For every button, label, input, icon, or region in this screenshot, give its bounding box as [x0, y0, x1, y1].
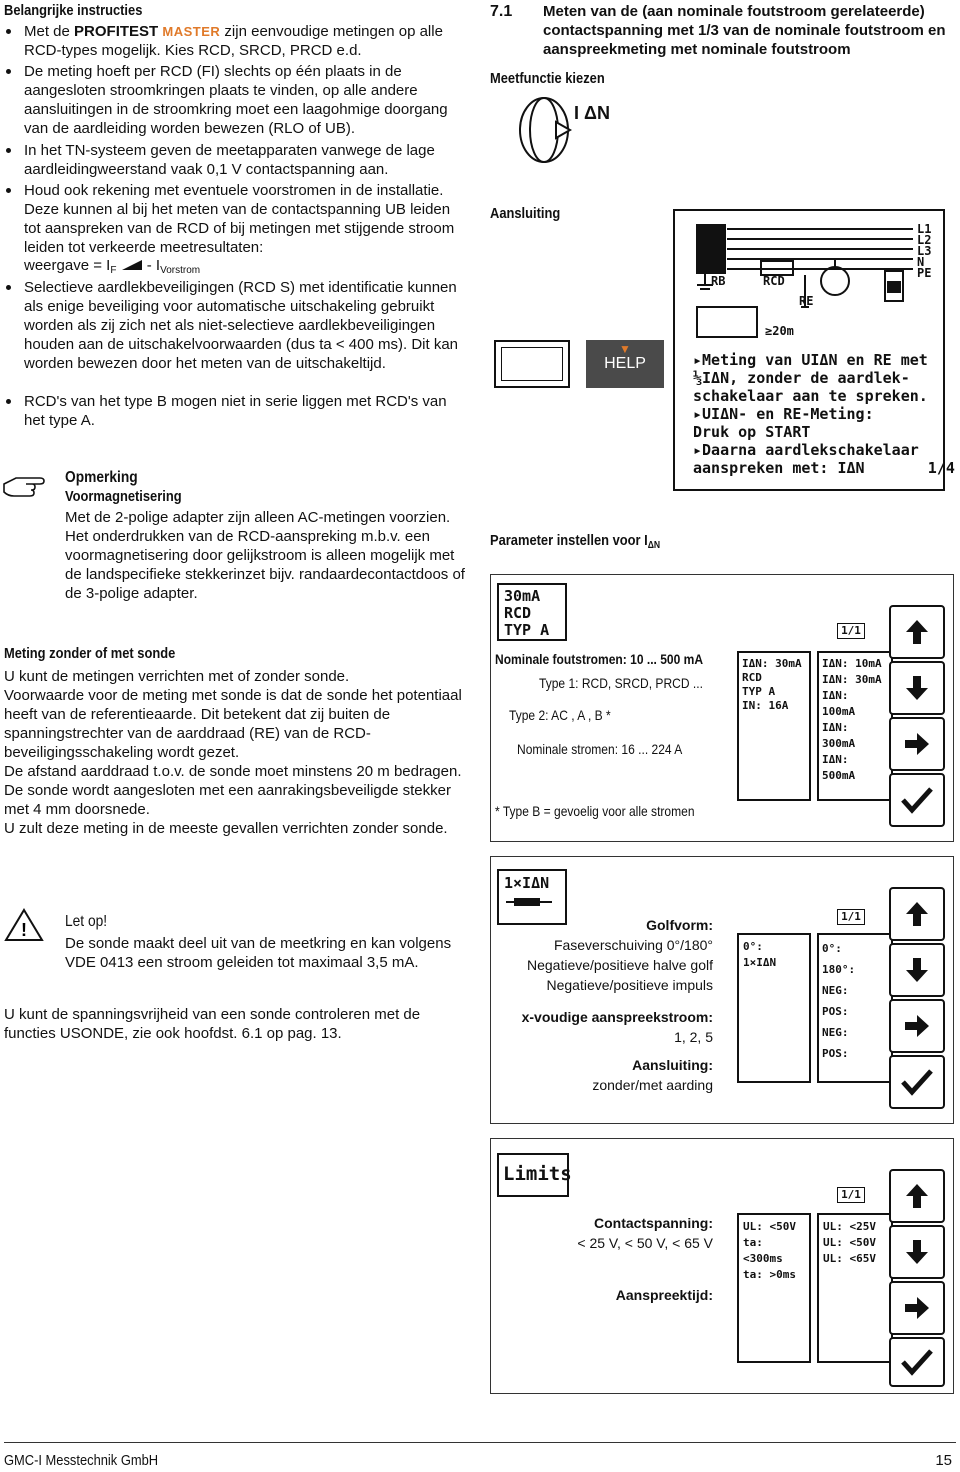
arrow-down-icon [902, 673, 932, 703]
up-arrow-button[interactable] [889, 1169, 945, 1223]
option-pos-pulse[interactable]: POS: [822, 1047, 849, 1060]
usonde-text: U kunt de spanningsvrijheid van een sonde controleren met de functies USONDE, zie ook hoofdst. 6.1 op pag. 13. [4, 1006, 421, 1042]
waveform-info: Golfvorm: Faseverschuiving 0°/180° Negatieve/positieve halve golf Negatieve/positieve impuls [526, 917, 713, 993]
option-neg-pulse[interactable]: NEG: [822, 1026, 849, 1039]
arrow-down-icon [902, 1237, 932, 1267]
param-sub: ΔN [647, 540, 661, 551]
help-text: ▸Meting van UIΔN en RE met ⅓IΔN, zonder de aardlek- schakelaar aan te spreken. ▸UIΔN- en RE-Meting: Druk op START ▸Daarna aardlekschakelaar aanspreken met: IΔN 1/4 [693, 351, 955, 477]
waveform-setting-display: 0°: 1×IΔN [737, 933, 811, 1083]
page-indicator: 1/1 [837, 623, 865, 639]
label-l3: L3 [917, 244, 932, 258]
svg-text:!: ! [21, 920, 27, 940]
option-180deg[interactable]: 180°: [822, 963, 856, 976]
note-text: Met de 2-polige adapter zijn alleen AC-metingen voorzien. Het onderdrukken van de RCD-aanspreking m.b.v. een voormagnetisering door gelijkstroom is alleen mogelijk met de landspecifieke stekkerinzet bijv. randaardecontactdoos of de 3-polige adapter. [65, 509, 465, 602]
option-10ma[interactable]: IΔN: 10mA [822, 657, 882, 670]
trip-time-label: Aanspreektijd: [615, 1287, 713, 1303]
label-l2: L2 [917, 233, 932, 247]
checkmark-icon [900, 785, 934, 815]
confirm-button[interactable] [889, 1337, 945, 1387]
probe-icon [504, 893, 554, 911]
warning-title: Let op! [65, 913, 108, 930]
arrow-right-icon [902, 1011, 932, 1041]
section-number: 7.1 [490, 3, 513, 20]
sonde-para: U kunt de metingen verrichten met of zonder sonde. [4, 668, 350, 685]
device-display-icon [494, 340, 570, 388]
option-500ma[interactable]: IΔN: 500mA [822, 753, 856, 782]
down-arrow-button[interactable] [889, 943, 945, 997]
param-panel-2 [490, 856, 954, 1124]
bullet-5: Selectieve aardlekbeveiligingen (RCD S) met identificatie kunnen als enige beveiliging voor automatische uitschakeling gebruikt worden als zij zich net als niet-selectieve aardlekbeveiligingen houden aan de uitschakelvoorwaarden (dus ta < 400 ms). Dit kan worden bewezen door het meten van de uitschakeltijd. [0, 278, 464, 373]
label-pe: PE [917, 266, 932, 280]
label-rcd: RCD [763, 274, 785, 288]
note-block [65, 468, 465, 603]
option-30ma[interactable]: IΔN: 30mA [822, 673, 882, 686]
bullet-4: Houd ook rekening met eventuele voorstromen in de installatie. Deze kunnen al bij het meten van de contactspanning UB leiden tot aanspreken van de RCD of bij metingen met stijgende stroom leiden tot verkeerde meetresultaten: [0, 181, 464, 257]
param-panel-3 [490, 1138, 954, 1394]
label-rb: RB [711, 274, 726, 288]
sonde-para: De sonde wordt aangesloten met een aanrakingsbeveiligde stekker met 4 mm doorsnede. [4, 782, 451, 818]
up-arrow-button[interactable] [889, 887, 945, 941]
checkmark-icon [900, 1067, 934, 1097]
option-25v[interactable]: UL: <25V [823, 1220, 876, 1233]
sonde-title: Meting zonder of met sonde [4, 645, 176, 662]
label-re: RE [799, 294, 814, 308]
footer-rule [4, 1442, 956, 1443]
lcd-status: 30mA RCD TYP A [497, 583, 567, 641]
arrow-up-icon [902, 1181, 932, 1211]
page-indicator: 1/1 [837, 1187, 865, 1203]
sonde-section [4, 645, 466, 838]
rotary-switch-icon[interactable] [514, 92, 574, 174]
confirm-button[interactable] [889, 1055, 945, 1109]
device-screen-help [673, 209, 955, 491]
warning-icon [4, 908, 44, 948]
pointing-hand-icon [2, 474, 46, 506]
up-arrow-button[interactable] [889, 605, 945, 659]
nominal-current-range: Nominale stromen: 16 ... 224 A [517, 741, 683, 757]
option-0deg[interactable]: 0°: [822, 942, 842, 955]
heading-instructions: Belangrijke instructies [4, 2, 143, 19]
limits-setting-display: UL: <50V ta: <300ms ta: >0ms [737, 1213, 811, 1363]
option-50v[interactable]: UL: <50V [823, 1236, 876, 1249]
weergave-formula: weergave = $I_F - I_{Vorstrom}$ [24, 257, 201, 276]
bullet-6: RCD's van het type B mogen niet in serie liggen met RCD's van het type A. [0, 392, 464, 430]
sonde-para: U zult deze meting in de meeste gevallen verrichten zonder sonde. [4, 820, 448, 837]
note-title: Opmerking [65, 469, 138, 486]
down-arrow-button[interactable] [889, 1225, 945, 1279]
arrow-right-icon [902, 1293, 932, 1323]
checkmark-icon [900, 1347, 934, 1377]
type2-label: Type 2: AC , A , B * [509, 707, 611, 723]
note-subtitle: Voormagnetisering [65, 488, 182, 505]
help-button[interactable]: ▼ HELP [586, 340, 664, 388]
limits-options-list [817, 1213, 893, 1363]
aansluiting-label: Aansluiting [490, 205, 561, 222]
right-arrow-button[interactable] [889, 999, 945, 1053]
page-indicator: 1/1 [837, 909, 865, 925]
contact-voltage-info: Contactspanning: < 25 V, < 50 V, < 65 V [577, 1215, 713, 1251]
arrow-down-icon [902, 955, 932, 985]
param-panel-1 [490, 574, 954, 842]
warning-block [65, 912, 465, 972]
multiplier-info: x-voudige aanspreekstroom: 1, 2, 5 [521, 1009, 713, 1045]
option-100ma[interactable]: IΔN: 100mA [822, 689, 856, 718]
option-neg-halfwave[interactable]: NEG: [822, 984, 849, 997]
ramp-icon [121, 259, 143, 271]
idn-label: I ΔN [574, 103, 610, 123]
label-distance: ≥20m [765, 324, 794, 338]
waveform-options-list [817, 933, 893, 1083]
current-setting-display: IΔN: 30mA RCD TYP A IN: 16A [737, 651, 811, 801]
right-arrow-button[interactable] [889, 1281, 945, 1335]
footer-page-number: 15 [935, 1452, 952, 1469]
arrow-up-icon [902, 617, 932, 647]
arrow-up-icon [902, 899, 932, 929]
bullet-1: Met de PROFITEST MASTER zijn eenvoudige metingen op alle RCD-types mogelijk. Kies RCD, SRCD, PRCD e.d. [0, 22, 464, 60]
option-300ma[interactable]: IΔN: 300mA [822, 721, 856, 750]
down-arrow-button[interactable] [889, 661, 945, 715]
arrow-right-icon [902, 729, 932, 759]
param-title: Parameter instellen voor I [490, 532, 648, 549]
section-title: Meten van de (aan nominale foutstroom gerelateerde) contactspanning met 1/3 van de nominale foutstroom en aanspreekmeting met nominale foutstroom [543, 3, 946, 58]
type1-label: Type 1: RCD, SRCD, PRCD ... [539, 675, 703, 691]
connection-info: Aansluiting: zonder/met aarding [592, 1057, 713, 1093]
sonde-para: Voorwaarde voor de meting met sonde is dat de sonde het potentiaal heeft van de referentieaarde. Dit betekent dat zij buiten de spanningstrechter van de aarddraad (RE) van de RCD-beveiligingsschakeling wordt gezet. [4, 687, 462, 761]
help-caret-icon: ▼ [619, 342, 631, 356]
option-pos-halfwave[interactable]: POS: [822, 1005, 849, 1018]
bullet-2: De meting hoeft per RCD (FI) slechts op één plaats in de aangesloten stroomkringen plaats te vinden, op alle andere aansluitingen in de stroomkring moet een laagohmige doorgang van de aardleiding worden bewezen (RLO of UB). [0, 62, 464, 138]
bullet-3: In het TN-systeem geven de meetapparaten vanwege de lage aardleidingweerstand vaak 0,1 V contactspanning aan. [0, 141, 464, 179]
warning-text: De sonde maakt deel uit van de meetkring en kan volgens VDE 0413 een stroom geleiden tot maximaal 3,5 mA. [65, 935, 452, 971]
sonde-para: De afstand aarddraad t.o.v. de sonde moet minstens 20 m bedragen. [4, 763, 462, 780]
label-n: N [917, 255, 925, 269]
nominal-currents: Nominale foutstromen: 10 ... 500 mA [495, 651, 704, 667]
footnote: * Type B = gevoelig voor alle stromen [495, 803, 695, 819]
meetfunctie-label: Meetfunctie kiezen [490, 70, 605, 87]
label-l1: L1 [917, 222, 932, 236]
footer-company: GMC-I Messtechnik GmbH [4, 1452, 159, 1469]
lcd-limits: Limits [497, 1153, 569, 1197]
confirm-button[interactable] [889, 773, 945, 827]
right-arrow-button[interactable] [889, 717, 945, 771]
option-65v[interactable]: UL: <65V [823, 1252, 876, 1265]
current-options-list [817, 651, 893, 801]
wiring-diagram [675, 211, 943, 341]
lcd-multiplier: 1×IΔN [497, 869, 567, 925]
